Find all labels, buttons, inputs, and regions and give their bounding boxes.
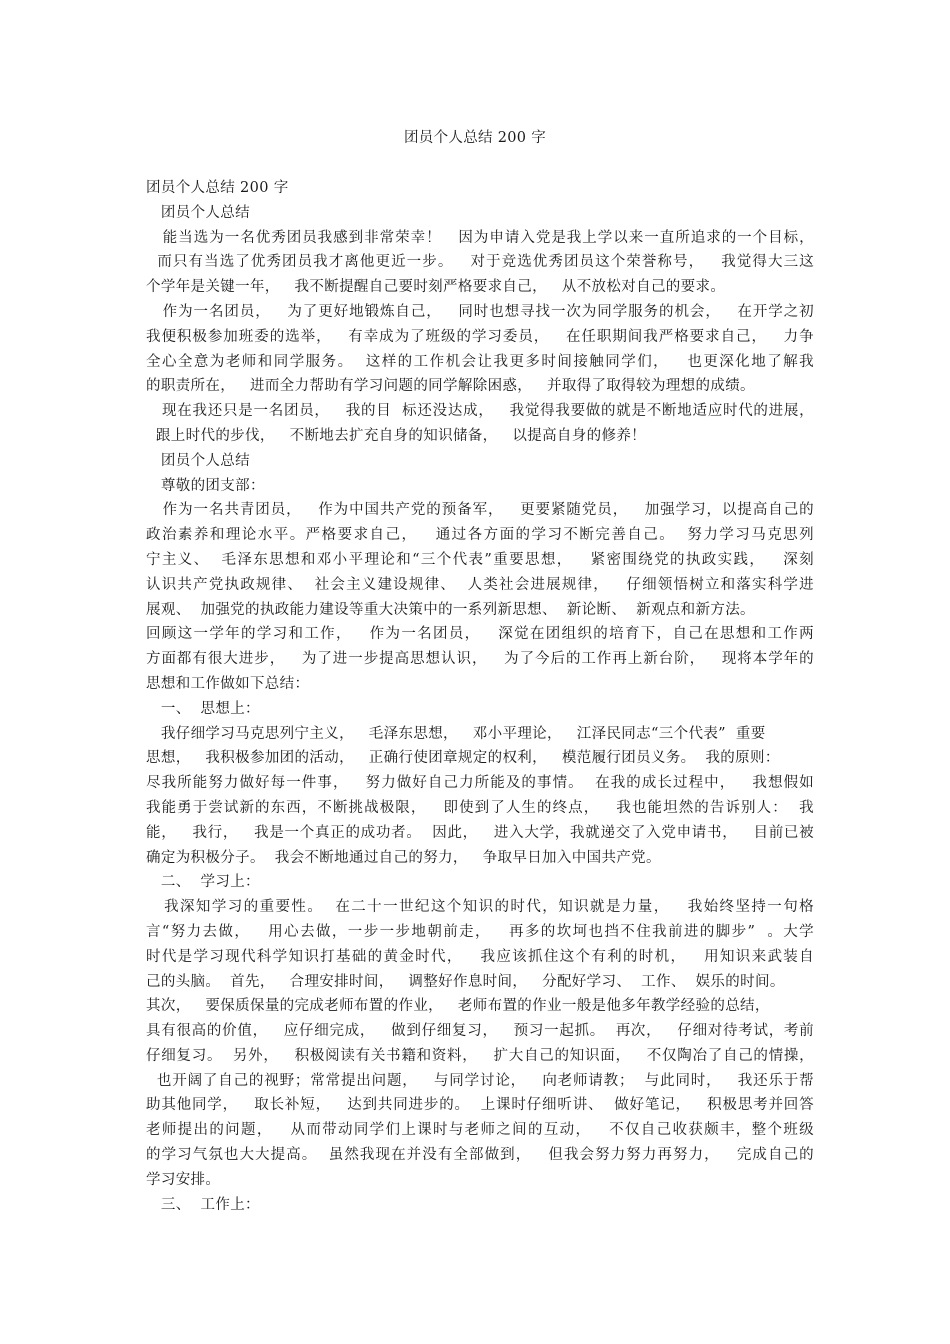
text-line: 能当选为一名优秀团员我感到非常荣幸！ 因为申请入党是我上学以来一直所追求的一个目标， [146,229,814,246]
text-line: 政治素养和理论水平。严格要求自己， 通过各方面的学习不断完善自己。 努力学习马克思列 [146,527,814,544]
text-line: 跟上时代的步伐， 不断地去扩充自身的知识储备， 以提高自身的修养！ [146,427,647,444]
text-line: 团员个人总结 [146,204,250,221]
text-line: 尽我所能努力做好每一件事， 努力做好自己力所能及的事情。 在我的成长过程中， 我想假如 [146,775,814,792]
text-line: 我能勇于尝试新的东西，不断挑战极限， 即使到了人生的终点， 我也能坦然的告诉别人： 我 [146,799,814,816]
text-line: 团员个人总结 [146,452,250,469]
text-line: 老师提出的问题， 从而带动同学们上课时与老师之间的互动， 不仅自己收获颇丰，整个班级 [146,1122,814,1139]
text-line: 一、 思想上： [146,700,260,717]
text-line: 回顾这一学年的学习和工作， 作为一名团员， 深觉在团组织的培育下，自己在思想和工作两 [146,626,814,643]
text-line: 我便积极参加班委的选举， 有幸成为了班级的学习委员， 在任职期间我严格要求自己， 力争 [146,328,814,345]
text-line: 宁主义、 毛泽东思想和邓小平理论和“三个代表”重要思想， 紧密围绕党的执政实践， 深刻 [146,551,814,568]
text-line: 而只有当选了优秀团员我才离他更近一步。 对于竞选优秀团员这个荣誉称号， 我觉得大三这 [146,254,814,271]
text-line: 现在我还只是一名团员， 我的目 标还没达成， 我觉得我要做的就是不断地适应时代的进展， [146,403,814,420]
text-line: 确定为积极分子。 我会不断地通过自己的努力， 争取早日加入中国共产党。 [146,849,661,866]
text-line: 团员个人总结 200 字 [146,180,289,196]
text-line: 认识共产党执政规律、 社会主义建设规律、 人类社会进展规律， 仔细领悟树立和落实科学进 [146,576,814,593]
text-line: 的职责所在， 进而全力帮助有学习问题的同学解除困惑， 并取得了取得较为理想的成绩。 [146,378,755,395]
text-line: 的学习气氛也大大提高。 虽然我现在并没有全部做到， 但我会努力努力再努力， 完成自己的 [146,1147,814,1164]
text-line: 作为一名共青团员， 作为中国共产党的预备军， 更要紧随党员， 加强学习，以提高自己的 [146,502,814,519]
text-line: 己的头脑。 首先， 合理安排时间， 调整好作息时间， 分配好学习、 工作、 娱乐的时间。 [146,973,785,990]
text-line: 具有很高的价值， 应仔细完成， 做到仔细复习， 预习一起抓。 再次， 仔细对待考试，考前 [146,1023,814,1040]
text-line: 也开阔了自己的视野；常常提出问题， 与同学讨论， 向老师请教； 与此同时， 我还乐于帮 [146,1072,814,1089]
text-line: 作为一名团员， 为了更好地锻炼自己， 同时也想寻找一次为同学服务的机会， 在开学之初 [146,303,814,320]
text-line: 全心全意为老师和同学服务。 这样的工作机会让我更多时间接触同学们， 也更深化地了解我 [146,353,814,370]
text-line: 展观、 加强党的执政能力建设等重大决策中的一系列新思想、 新论断、 新观点和新方法。 [146,601,755,618]
document-body [146,176,814,1217]
text-line: 学习安排。 [146,1171,221,1188]
text-line: 言“努力去做， 用心去做，一步一步地朝前走， 再多的坎坷也挡不住我前进的脚步” 。大学 [146,923,814,940]
text-line: 思想和工作做如下总结： [146,675,310,692]
text-line: 能， 我行， 我是一个真正的成功者。 因此， 进入大学，我就递交了入党申请书， 目前已被 [146,824,814,841]
text-line: 其次， 要保质保量的完成老师布置的作业， 老师布置的作业一般是他多年教学经验的总结， [146,998,770,1015]
text-line: 二、 学习上： [146,874,260,891]
text-line: 三、 工作上： [146,1196,260,1213]
text-line: 个学年是关键一年， 我不断提醒自己要时刻严格要求自己， 从不放松对自己的要求。 [146,279,726,296]
text-line: 思想， 我积极参加团的活动， 正确行使团章规定的权利， 模范履行团员义务。 我的原则： [146,750,780,767]
text-line: 时代是学习现代科学知识打基础的黄金时代， 我应该抓住这个有利的时机， 用知识来武装自 [146,948,814,965]
text-line: 仔细复习。 另外， 积极阅读有关书籍和资料， 扩大自己的知识面， 不仅陶冶了自己的情操， [146,1047,814,1064]
text-line: 尊敬的团支部： [146,477,265,494]
text-line: 方面都有很大进步， 为了进一步提高思想认识， 为了今后的工作再上新台阶， 现将本学年的 [146,651,814,668]
text-line: 助其他同学， 取长补短， 达到共同进步的。 上课时仔细听讲、 做好笔记， 积极思考并回答 [146,1097,814,1114]
document-title: 团员个人总结 200 字 [404,130,546,146]
text-line: 我仔细学习马克思列宁主义， 毛泽东思想， 邓小平理论， 江泽民同志“三个代表” 重要 [146,725,766,742]
text-line: 我深知学习的重要性。 在二十一世纪这个知识的时代，知识就是力量， 我始终坚持一句格 [146,899,814,916]
